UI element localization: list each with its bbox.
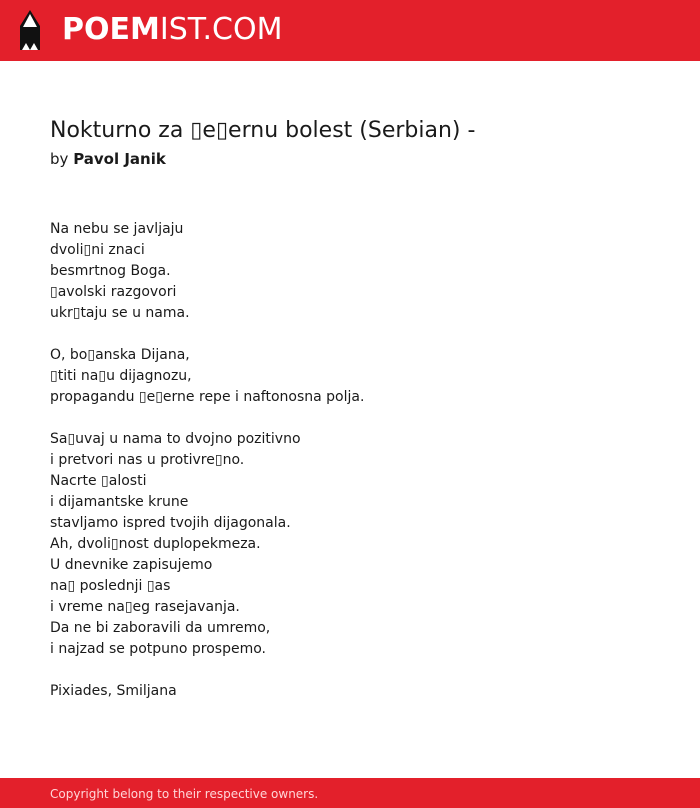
site-footer: [0, 778, 700, 808]
poem-line: dvoli▯ni znaci: [50, 242, 145, 258]
poem-line: i dijamantske krune: [50, 494, 189, 510]
stanza-break: [50, 408, 650, 429]
poem-line: ▯avolski razgovori: [50, 284, 177, 300]
site-logo[interactable]: [62, 12, 282, 48]
pen-nib-icon: [18, 10, 42, 50]
poem-line: i vreme na▯eg rasejavanja.: [50, 599, 240, 615]
poem-line: stavljamo ispred tvojih dijagonala.: [50, 515, 291, 531]
poem-signature: Pixiades, Smiljana: [50, 683, 177, 699]
poem-line: Na nebu se javljaju: [50, 221, 184, 237]
poem-line: ukr▯taju se u nama.: [50, 305, 190, 321]
byline: [50, 149, 166, 169]
poem-line: ▯titi na▯u dijagnozu,: [50, 368, 192, 384]
copyright-notice: Copyright belong to their respective owners.: [50, 787, 319, 801]
poem-line: U dnevnike zapisujemo: [50, 557, 213, 573]
poem-line: besmrtnog Boga.: [50, 263, 171, 279]
poem-line: i najzad se potpuno prospemo.: [50, 641, 266, 657]
poem-line: Da ne bi zaboravili da umremo,: [50, 620, 271, 636]
logo-light-text: IST.COM: [159, 12, 283, 47]
by-label: by: [50, 150, 69, 168]
poem-line: O, bo▯anska Dijana,: [50, 347, 190, 363]
poem-line: Nacrte ▯alosti: [50, 473, 147, 489]
poem-line: i pretvori nas u protivre▯no.: [50, 452, 245, 468]
stanza-break: [50, 324, 650, 345]
poem-title: Nokturno za ▯e▯ernu bolest (Serbian) -: [50, 118, 476, 143]
author-name[interactable]: Pavol Janik: [73, 150, 166, 168]
poem-line: propagandu ▯e▯erne repe i naftonosna polja.: [50, 389, 365, 405]
poem-line: Ah, dvoli▯nost duplopekmeza.: [50, 536, 261, 552]
poem-line: na▯ poslednji ▯as: [50, 578, 171, 594]
poem-body: [50, 219, 650, 702]
logo-bold-text: POEM: [62, 12, 160, 47]
stanza-break: [50, 660, 650, 681]
site-header: [0, 0, 700, 61]
poem-line: Sa▯uvaj u nama to dvojno pozitivno: [50, 431, 301, 447]
